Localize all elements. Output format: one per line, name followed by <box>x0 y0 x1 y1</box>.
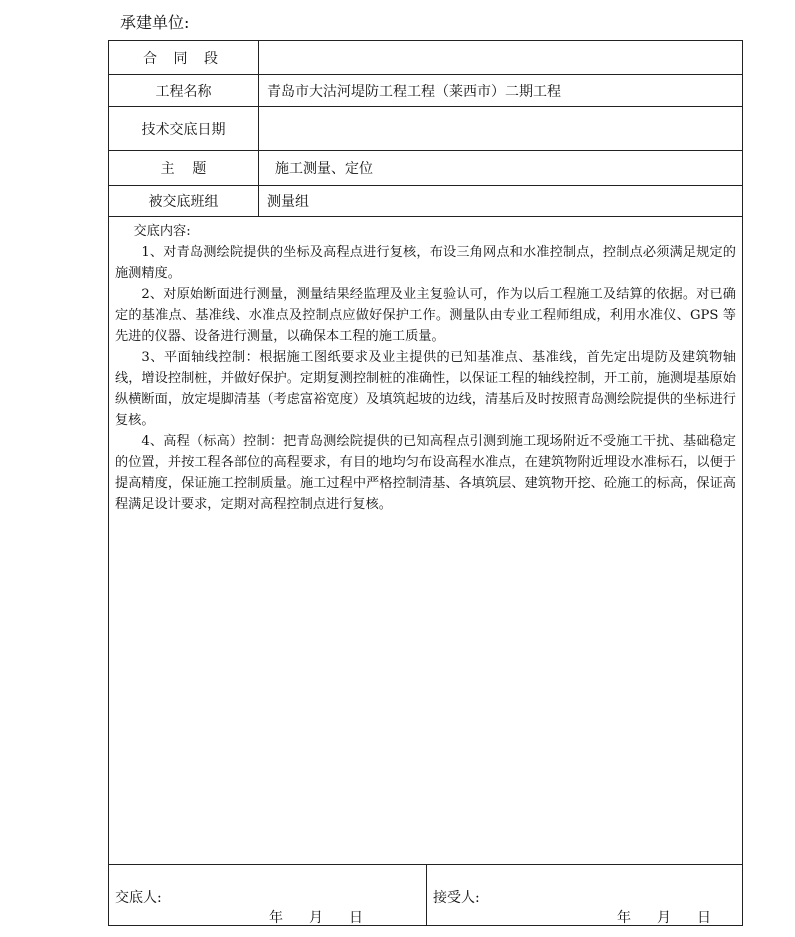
label-briefing-date: 技术交底日期 <box>109 107 259 150</box>
contractor-unit-label: 承建单位: <box>120 13 190 32</box>
receiver-date <box>617 907 737 927</box>
technical-briefing-form <box>108 40 743 926</box>
row-project-name <box>109 75 742 107</box>
giver-date-day: 日 <box>349 910 367 926</box>
row-contract-section <box>109 41 742 75</box>
value-project-name[interactable]: 青岛市大沽河堤防工程工程（莱西市）二期工程 <box>267 83 561 100</box>
label-subject: 主 题 <box>109 151 259 185</box>
briefing-content <box>109 217 742 865</box>
receiver-date-month: 月 <box>657 910 675 926</box>
label-contract-section: 合 同 段 <box>109 41 259 74</box>
value-subject[interactable]: 施工测量、定位 <box>275 161 373 177</box>
giver-label: 交底人: <box>115 890 162 906</box>
row-subject <box>109 151 742 186</box>
row-briefing-date <box>109 107 742 151</box>
value-team[interactable]: 测量组 <box>267 194 309 210</box>
value-briefing-date[interactable] <box>259 107 742 150</box>
signature-giver-cell <box>109 865 427 925</box>
content-paragraph-1: 1、对青岛测绘院提供的坐标及高程点进行复核，布设三角网点和水准控制点，控制点必须满足规定的施测精度。 <box>115 245 736 281</box>
giver-date-year: 年 <box>269 910 287 926</box>
label-team: 被交底班组 <box>109 186 259 216</box>
giver-date <box>269 907 389 927</box>
signature-receiver-cell <box>427 865 742 925</box>
label-project-name: 工程名称 <box>109 75 259 106</box>
row-team <box>109 186 742 217</box>
receiver-date-day: 日 <box>697 910 715 926</box>
receiver-date-year: 年 <box>617 910 635 926</box>
content-heading: 交底内容: <box>133 224 191 239</box>
content-paragraph-4: 4、高程（标高）控制：把青岛测绘院提供的已知高程点引测到施工现场附近不受施工干扰、基础稳定的位置，并按工程各部位的高程要求，有目的地均匀布设高程水准点，在建筑物附近埋设水准标石，以便于提高精度，保证施工控制质量。施工过程中严格控制清基、各填筑层、建筑物开挖、砼施工的标高，保证高程满足设计要求，定期对高程控制点进行复核。 <box>115 434 736 512</box>
value-contract-section[interactable] <box>259 41 742 74</box>
content-paragraph-2: 2、对原始断面进行测量，测量结果经监理及业主复验认可，作为以后工程施工及结算的依据。对已确定的基准点、基准线、水准点及控制点应做好保护工作。测量队由专业工程师组成，利用水准仪、GPS 等先进的仪器、设备进行测量，以确保本工程的施工质量。 <box>115 287 736 344</box>
receiver-label: 接受人: <box>433 890 480 906</box>
giver-date-month: 月 <box>309 910 327 926</box>
content-paragraph-3: 3、平面轴线控制：根据施工图纸要求及业主提供的已知基准点、基准线，首先定出堤防及建筑物轴线，增设控制桩，并做好保护。定期复测控制桩的准确性，以保证工程的轴线控制，开工前，施测堤基原始纵横断面，放定堤脚清基（考虑富裕宽度）及填筑起坡的边线，清基后及时按照青岛测绘院提供的坐标进行复核。 <box>115 350 736 428</box>
